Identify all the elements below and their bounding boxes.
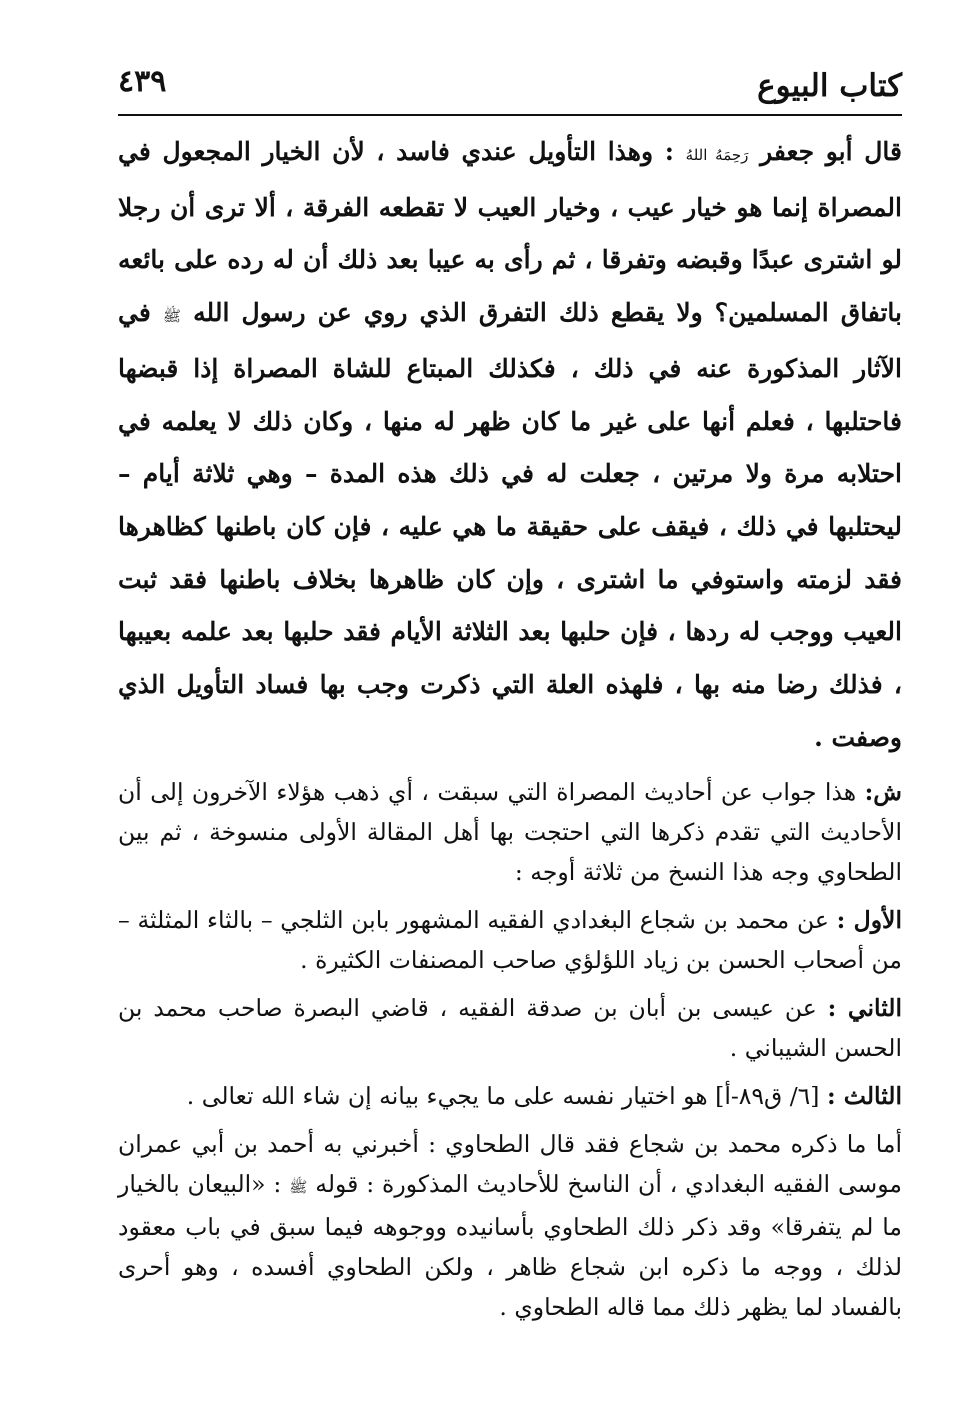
first-aspect-label: الأول :: [836, 906, 902, 935]
sharh-paragraph: [118, 772, 902, 892]
main-text-part1: قال أبو جعفر: [760, 137, 902, 166]
final-text-part2: : «البيعان بالخيار ما لم يتفرقا» وقد ذكر ذلك الطحاوي بأسانيده ووجوهه فيما سبق في باب معقود لذلك ، ووجه ما ذكره ابن شجاع ظاهر ، ولكن الطحاوي أفسده ، وهو أحرى بالفساد لما يظهر ذلك مما قاله الطحاوي .: [118, 1170, 902, 1322]
first-aspect-text: عن محمد بن شجاع البغدادي الفقيه المشهور بابن الثلجي – بالثاء المثلثة – من أصحاب الحسن بن زياد اللؤلؤي صاحب المصنفات الكثيرة .: [118, 906, 902, 975]
second-aspect-text: عن عيسى بن أبان بن صدقة الفقيه ، قاضي البصرة صاحب محمد بن الحسن الشيباني .: [118, 994, 902, 1063]
second-aspect-paragraph: [118, 988, 902, 1068]
third-aspect-label: الثالث :: [826, 1082, 902, 1111]
final-text-part1: أما ما ذكره محمد بن شجاع فقد قال الطحاوي : أخبرني به أحمد بن أبي عمران موسى الفقيه البغدادي ، أن الناسخ للأحاديث المذكورة : قوله: [118, 1130, 902, 1199]
main-text-part2: : وهذا التأويل عندي فاسد ، لأن الخيار المجعول في المصراة إنما هو خيار عيب ، وخيار العيب لا تقطعه الفرقة ، ألا ترى أن رجلا لو اشترى عبدًا وقبضه وتفرقا ، ثم رأى به عيبا بعد ذلك أن له رده على بائعه باتفاق المسلمين؟ ولا يقطع ذلك التفرق الذي روي عن رسول الله: [118, 137, 902, 328]
first-aspect-paragraph: [118, 900, 902, 980]
second-aspect-label: الثاني :: [827, 994, 902, 1023]
sharh-text: هذا جواب عن أحاديث المصراة التي سبقت ، أي ذهب هؤلاء الآخرون إلى أن الأحاديث التي تقدم ذكرها التي احتجت بها أهل المقالة الأولى منسوخة ، ثم بين الطحاوي وجه هذا النسخ من ثلاثة أوجه :: [118, 778, 902, 887]
main-text-paragraph: [118, 126, 902, 764]
chapter-title: كتاب البيوع: [757, 68, 902, 104]
salutation-symbol: ﷺ: [162, 307, 182, 326]
final-salutation-symbol: ﷺ: [289, 1178, 308, 1197]
third-aspect-paragraph: [118, 1076, 902, 1116]
page-header: [118, 58, 902, 116]
third-aspect-text: هو اختيار نفسه على ما يجيء بيانه إن شاء الله تعالى .: [186, 1082, 708, 1111]
manuscript-reference: [٦/ ق٨٩-أ]: [715, 1082, 820, 1111]
sharh-label: ش:: [864, 778, 902, 807]
final-paragraph: [118, 1124, 902, 1327]
honorific-phrase: رَحِمَهُ اللهُ: [685, 146, 749, 164]
page-number: ٤٣٩: [118, 64, 167, 99]
page-content: [118, 126, 902, 1335]
main-text-part3: في الآثار المذكورة عنه في ذلك ، فكذلك المبتاع للشاة المصراة إذا قبضها فاحتلبها ، فعلم أنها على غير ما كان ظهر له منها ، وكان ذلك لا يعلمه في احتلابه مرة ولا مرتين ، جعلت له في ذلك هذه المدة – وهي ثلاثة أيام – ليحتلبها في ذلك ، فيقف على حقيقة ما هي عليه ، فإن كان باطنها كظاهرها فقد لزمته واستوفي ما اشترى ، وإن كان ظاهرها بخلاف باطنها فقد ثبت العيب ووجب له ردها ، فإن حلبها بعد الثلاثة الأيام فقد حلبها بعد علمه بعيبها ، فذلك رضا منه بها ، فلهذه العلة التي ذكرت وجب بها فساد التأويل الذي وصفت .: [118, 298, 902, 752]
